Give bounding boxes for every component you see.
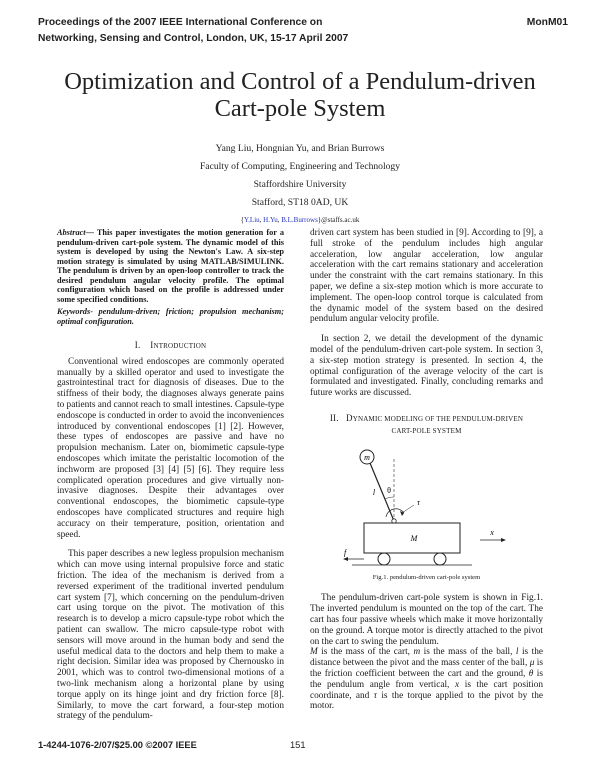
section-1-title: NTRODUCTION bbox=[153, 342, 207, 350]
email-link-yliu[interactable]: Y.Liu bbox=[244, 216, 260, 224]
section-1-heading bbox=[57, 340, 284, 352]
email-link-hyu[interactable]: H.Yu bbox=[263, 216, 278, 224]
abstract bbox=[57, 228, 284, 304]
university: Staffordshire University bbox=[253, 179, 347, 190]
address: Stafford, ST18 0AD, UK bbox=[251, 197, 349, 208]
symbol-l: l bbox=[515, 647, 519, 658]
p2-text-c: is the distance between the pivot and the mass center of the ball, bbox=[310, 647, 543, 669]
p2-text-d: is the friction coefficient between the cart and the ground, bbox=[310, 658, 544, 679]
intro-paragraph-4: In section 2, we detail the development of the dynamic model of the pendulum-driven cart-pole system. In section 3, a six-step motion strategy is presented. In section 4, the optimal configuration of the average velocity of the cart is formulated and investigated. Finally, concluding remarks and future works are discussed. bbox=[310, 334, 543, 399]
x-arrowhead bbox=[501, 538, 506, 542]
section-2-title-line-1: YNAMIC MODELING OF THE PENDULUM-DRIVEN bbox=[352, 414, 524, 423]
email-line: {Y.Liu, H.Yu, B.L.Burrows}@staffs.ac.uk bbox=[240, 216, 360, 224]
p2-text-f: is the cart position coordinate, and bbox=[310, 679, 543, 701]
email-domain: }@staffs.ac.uk bbox=[317, 216, 360, 224]
session-code: MonM01 bbox=[526, 17, 568, 28]
email-link-bburrows[interactable]: B.L.Burrows bbox=[281, 216, 318, 224]
cart-mass-label: M bbox=[410, 533, 417, 543]
theta-arc bbox=[385, 497, 394, 499]
intro-paragraph-2: This paper describes a new legless propulsion mechanism which can move using internal propulsive force and static friction. The idea of the mechanism is derived from a reversed experiment of the traditional inverted pendulum cart system [7], which concerning on the pendulum-driven cart using torque on the pivot. The motivation of this research is to develop a micro capsule-type robot which the patient can swallow. The micro capsule-type robot with sensors will move around in the human body and send the useful medical data to the doctors and help them to make a right decision. Similar idea was proposed by Chernousko in 2001, which was to control two-dimensional motions of a two-link mechanism along a horizontal plane by using torque apply on its hinge joint and dry friction force [8]. Similarly, to move the cart forward, a four-step motion strategy of the pendulum- bbox=[57, 549, 284, 722]
section-2-number: II. bbox=[329, 412, 339, 423]
section-2-initial: D bbox=[346, 412, 353, 423]
header-line-1: Proceedings of the 2007 IEEE International Conference on bbox=[38, 17, 323, 28]
torque-leader bbox=[402, 505, 414, 513]
torque-label: τ bbox=[416, 497, 420, 507]
symbol-theta: θ bbox=[528, 668, 534, 679]
title-line-2: Cart-pole System bbox=[214, 95, 386, 122]
ball-mass-label: m bbox=[363, 452, 370, 462]
right-column bbox=[310, 228, 543, 712]
p2-text-g: is the torque applied to the pivot by the motor. bbox=[310, 690, 543, 712]
keywords: Keywords- pendulum-driven; friction; propulsion mechanism; optimal configuration. bbox=[57, 307, 284, 326]
symbol-tau: τ bbox=[373, 690, 377, 701]
symbol-x: x bbox=[454, 679, 460, 690]
abstract-label: Abstract bbox=[57, 228, 86, 237]
model-paragraph-2 bbox=[310, 647, 543, 712]
header-line-2: Networking, Sensing and Control, London, UK, 15-17 April 2007 bbox=[38, 33, 349, 44]
running-header bbox=[38, 15, 568, 47]
pendulum-cart-diagram bbox=[342, 447, 512, 571]
p2-text-b: is the mass of the ball, bbox=[420, 647, 516, 658]
abstract-text: — This paper investigates the motion generation for a pendulum-driven cart-pole system. The dynamic model of this system is developed by using the Newton's Law. A six-step motion strategy is simulated by using MATLAB/SIMULINK. The pendulum is driven by an open-loop controller to track the desired pendulum angular velocity profile. The optimal configuration which based on the profile is addressed under some specified conditions. bbox=[57, 228, 284, 304]
section-2-heading bbox=[310, 413, 543, 437]
footer-isbn: 1-4244-1076-2/07/$25.00 ©2007 IEEE bbox=[38, 740, 197, 750]
title-line-1: Optimization and Control of a Pendulum-driven bbox=[64, 68, 536, 95]
figure-1 bbox=[310, 447, 543, 571]
theta-label: θ bbox=[386, 485, 391, 495]
x-label: x bbox=[489, 527, 494, 537]
email-brace: { bbox=[240, 216, 245, 224]
left-column bbox=[57, 228, 284, 722]
friction-label: f bbox=[343, 547, 346, 557]
p2-text-e: is the pendulum angle from vertical, bbox=[310, 668, 543, 690]
p2-text-a: is the mass of the cart, bbox=[317, 647, 414, 658]
section-1-initial: I bbox=[150, 340, 154, 350]
friction-arrowhead bbox=[343, 557, 348, 561]
author-block bbox=[0, 140, 600, 228]
author-names: Yang Liu, Hongnian Yu, and Brian Burrows bbox=[215, 143, 385, 154]
intro-paragraph-3: driven cart system has been studied in [9]. According to [9], a full stroke of the pendulum includes high angular acceleration, low angular acceleration, low angular acceleration with the cart remains stationary and acceleration under the constraint with the cart remains stationary. In this paper, we define a six-step motion which is more accurate to implement. The open-loop control torque is calculated from the dynamic model of the system based on the desired pendulum angular velocity profile. bbox=[310, 228, 543, 325]
page-number: 151 bbox=[290, 740, 306, 750]
affiliation: Faculty of Computing, Engineering and Technology bbox=[199, 161, 401, 172]
right-wheel bbox=[434, 553, 446, 565]
symbol-m: m bbox=[413, 647, 421, 658]
intro-paragraph-1: Conventional wired endoscopes are commonly operated manually by a skilled operator and used to investigate the gastrointestinal tract for diagnosis of diseases. Due to the stiffness of their body, the diagnoses always generate pains to patients and cannot reach to small intestines. Capsule-type endoscope is conducted in order to avoid the inconveniences introduced by conventional endoscopes [1] [2]. However, these types of endoscopes are passive and have no propulsion mechanism. Later on, biomimetic capsule-type endoscopes which imitate the peristaltic locomotion of the inchworm are proposed [3] [4] [5] [6]. They require less complicated operation procedures and give virtually non-invasive diagnoses. Despite their advantages over conventional endoscopes, the biomimetic capsule-type endoscopes have complicated structures and require high accuracy on their temperature, position, orientation and speed. bbox=[57, 356, 284, 540]
length-label: l bbox=[372, 487, 375, 497]
paper-title bbox=[0, 68, 600, 122]
section-1-number: I. bbox=[134, 340, 141, 350]
left-wheel bbox=[378, 553, 390, 565]
symbol-mu: μ bbox=[529, 658, 535, 669]
symbol-M: M bbox=[310, 647, 318, 658]
section-2-title-line-2: CART-POLE SYSTEM bbox=[391, 426, 462, 435]
figure-1-caption: Fig.1. pendulum-driven cart-pole system bbox=[372, 573, 481, 581]
model-paragraph-1: The pendulum-driven cart-pole system is shown in Fig.1. The inverted pendulum is mounted on the top of the cart. The cart has four passive wheels which make it move horizontally on the ground. A torque motor is directly attached to the pivot on the cart to swing the pendulum. bbox=[310, 593, 543, 647]
